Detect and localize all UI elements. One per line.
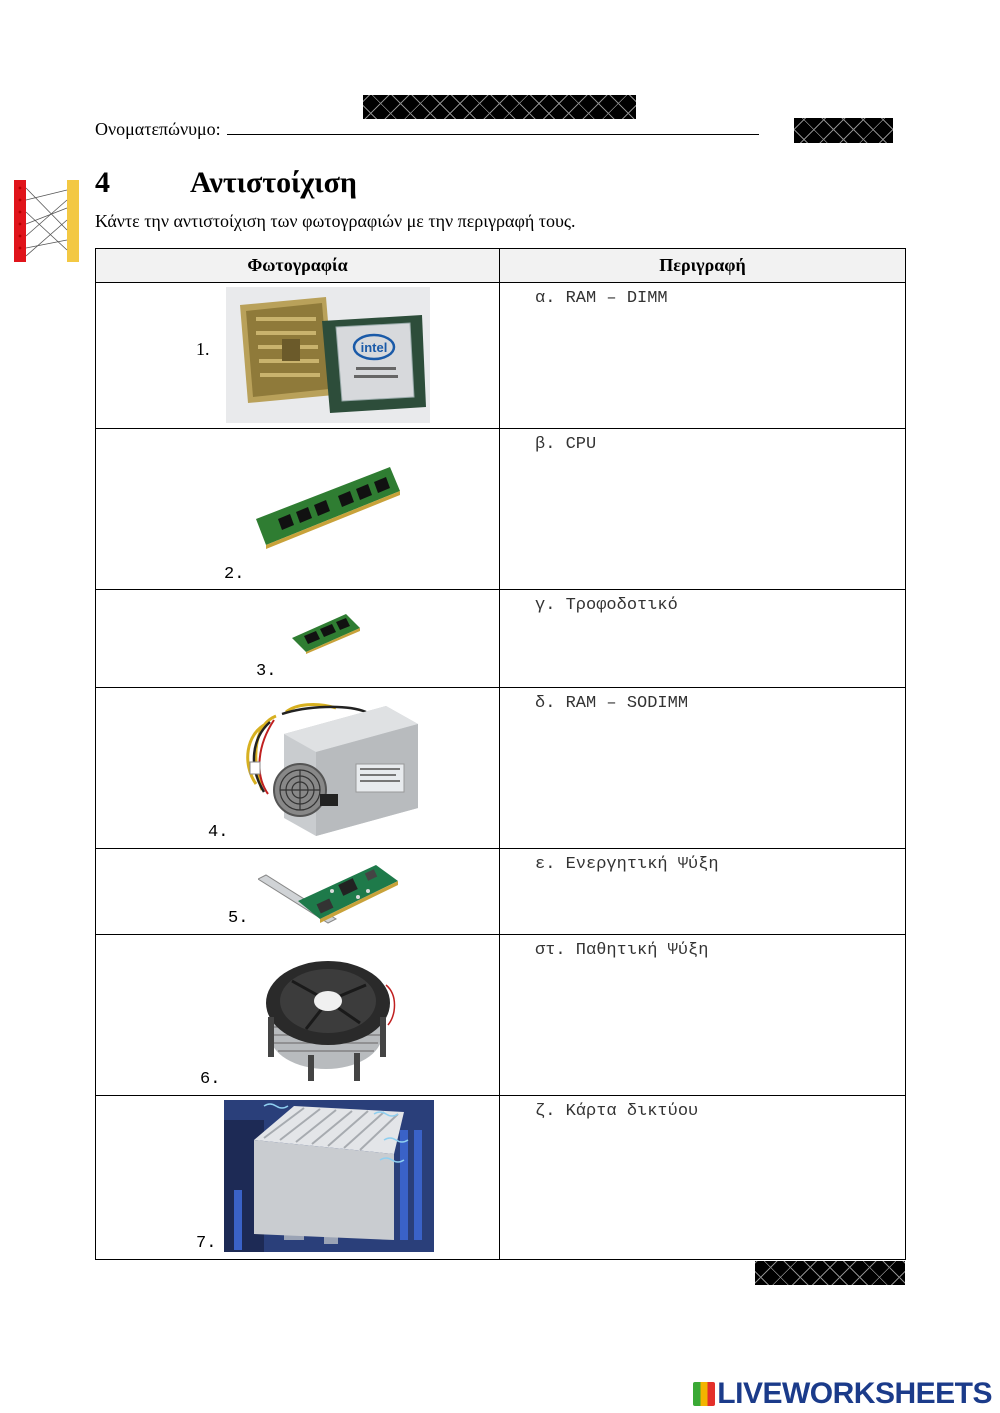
- description-text: ζ. Κάρτα δικτύου: [535, 1102, 699, 1121]
- description-text: β. CPU: [535, 435, 597, 454]
- table-row: [96, 590, 906, 688]
- description-cell: [500, 935, 906, 1096]
- row-number: 6.: [200, 1070, 221, 1089]
- photo-cell: [96, 429, 500, 590]
- photo-cell: [96, 1096, 500, 1260]
- row-number: 5.: [228, 909, 249, 928]
- liveworksheets-brand-text: LIVEWORKSHEETS: [717, 1377, 992, 1410]
- photo-cell: [96, 935, 500, 1096]
- student-name-line[interactable]: [227, 118, 759, 135]
- description-cell: [500, 1096, 906, 1260]
- description-text: α. RAM – DIMM: [535, 289, 668, 308]
- photo-cell: [96, 849, 500, 935]
- row-number: 4.: [208, 823, 229, 842]
- photo-cell: [96, 283, 500, 429]
- row-number: 7.: [196, 1234, 217, 1253]
- description-text: γ. Τροφοδοτικό: [535, 596, 678, 615]
- redacted-class-box: [794, 118, 893, 143]
- ram-sodimm-photo: [290, 612, 362, 654]
- description-cell: [500, 688, 906, 849]
- liveworksheets-logo: [693, 1377, 992, 1411]
- cpu-photo: [226, 287, 430, 423]
- network-card-photo: [258, 861, 400, 931]
- photo-cell: [96, 590, 500, 688]
- row-number: 2.: [224, 565, 245, 584]
- instruction-text: Κάντε την αντιστοίχιση των φωτογραφιών με την περιγραφή τους.: [95, 211, 576, 231]
- description-text: δ. RAM – SODIMM: [535, 694, 689, 713]
- row-number: 3.: [256, 662, 277, 681]
- cpu-brand-label: intel: [360, 340, 388, 355]
- section-number: 4: [95, 166, 110, 199]
- row-number: 1.: [196, 339, 210, 359]
- redacted-title-box: [363, 95, 636, 119]
- table-row: [96, 429, 906, 590]
- table-header-row: [96, 249, 906, 283]
- power-supply-photo: [236, 694, 422, 842]
- table-row: [96, 688, 906, 849]
- liveworksheets-mark-icon: [693, 1382, 715, 1406]
- description-cell: [500, 429, 906, 590]
- cpu-fan-cooler-photo: [256, 945, 406, 1085]
- passive-heatsink-photo: [224, 1100, 434, 1252]
- description-text: ε. Ενεργητική Ψύξη: [535, 855, 719, 874]
- section-title: Αντιστοίχιση: [190, 166, 357, 199]
- student-name-label: Ονοματεπώνυμο:: [95, 119, 221, 139]
- description-cell: [500, 849, 906, 935]
- table-row: [96, 849, 906, 935]
- table-row: [96, 283, 906, 429]
- column-header-photo: Φωτογραφία: [96, 249, 500, 283]
- student-name-row: [95, 118, 759, 140]
- table-row: [96, 1096, 906, 1260]
- ram-dimm-photo: [254, 459, 404, 551]
- column-header-description: Περιγραφή: [500, 249, 906, 283]
- photo-cell: [96, 688, 500, 849]
- table-row: [96, 935, 906, 1096]
- description-cell: [500, 283, 906, 429]
- matching-table: [95, 248, 906, 1260]
- description-cell: [500, 590, 906, 688]
- redacted-footer-box: [755, 1261, 905, 1285]
- matching-exercise-icon: [14, 180, 84, 264]
- description-text: στ. Παθητική Ψύξη: [535, 941, 709, 960]
